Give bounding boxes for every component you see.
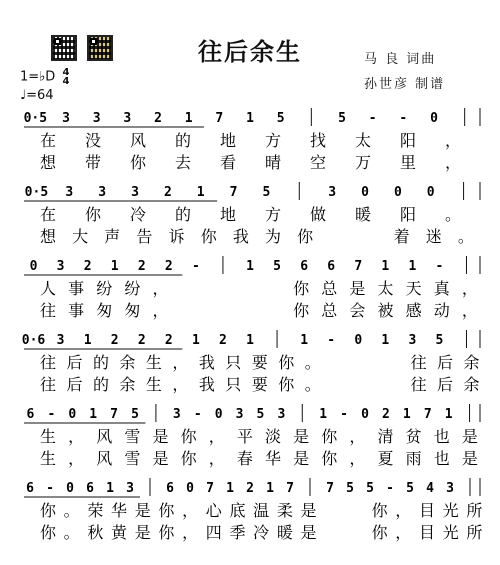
lyric-char: 所 <box>466 501 483 520</box>
lyric-char: 底 <box>229 501 246 520</box>
lyric-char: 你 <box>158 523 175 542</box>
time-top: 4 <box>62 67 70 78</box>
lyric-char: ， <box>68 449 85 468</box>
composer-credit: 马 良 词曲 <box>364 52 437 67</box>
note: - <box>327 333 336 348</box>
lyric-char: 。 <box>304 353 321 372</box>
lyric-char: 你 <box>278 353 295 372</box>
lyric-char: 华 <box>265 449 282 468</box>
lyric-char: 你 <box>297 227 314 246</box>
lyric-char: 秋 <box>87 523 104 542</box>
lyric-char: 是 <box>293 427 310 446</box>
lyric-char: 的 <box>175 131 192 150</box>
lyric-char: 迷 <box>425 227 442 246</box>
note: 2 <box>381 407 390 422</box>
lyric-char: ， <box>182 501 199 520</box>
lyric-char: ， <box>445 153 462 172</box>
note: 2 <box>83 259 92 274</box>
note: 2 <box>163 185 172 200</box>
lyric-char: 你 <box>180 427 197 446</box>
lyric-char: 天 <box>405 279 422 298</box>
lyric-char: 也 <box>433 427 450 446</box>
note: 2 <box>137 333 146 348</box>
note: 2 <box>164 259 173 274</box>
note: 1 <box>106 481 114 496</box>
note: 3 <box>56 259 65 274</box>
note: 3 <box>98 185 107 200</box>
lyric-char: 后 <box>66 375 83 394</box>
lyric-char: 。 <box>63 501 80 520</box>
lyric-char: 柔 <box>276 501 293 520</box>
note: 2 <box>164 333 173 348</box>
lyric-char: 的 <box>175 205 192 224</box>
note: 1 <box>184 111 193 126</box>
lyric-char: 晴 <box>265 153 282 172</box>
lyric-char: 生 <box>40 427 57 446</box>
note: 3 <box>56 333 65 348</box>
lyric-char: 光 <box>442 523 459 542</box>
lyric-char: 荣 <box>87 501 104 520</box>
note: 7 <box>286 481 294 496</box>
lyric-char: 生 <box>145 353 162 372</box>
lyric-char: 你 <box>180 449 197 468</box>
lyric-char: 你 <box>158 501 175 520</box>
note: 5 <box>338 111 346 126</box>
note: 6 <box>26 481 34 496</box>
lyric-char: 季 <box>229 523 246 542</box>
lyric-char: 着 <box>393 227 410 246</box>
lyric-char: 匆 <box>124 301 141 320</box>
lyric-char: 后 <box>66 353 83 372</box>
note: 7 <box>206 481 214 496</box>
lyric-char: ， <box>68 427 85 446</box>
note: 1 <box>89 407 98 422</box>
lyric-char: 要 <box>251 353 268 372</box>
lyric-char: 余 <box>119 353 136 372</box>
lyric-char: 空 <box>310 153 327 172</box>
note: 3 <box>328 185 337 200</box>
lyric-char: 没 <box>85 131 102 150</box>
lyric-char: 余 <box>119 375 136 394</box>
note: 1 <box>402 407 411 422</box>
note: 5 <box>276 111 285 126</box>
lyric-char: 你 <box>130 153 147 172</box>
note: 2 <box>137 259 146 274</box>
lyric-char: 我 <box>198 375 215 394</box>
lyric-char: 目 <box>418 501 435 520</box>
lyric-char: 你 <box>293 279 310 298</box>
note: 5 <box>435 333 444 348</box>
lyric-char: 总 <box>321 301 338 320</box>
lyric-char: 往 <box>410 375 427 394</box>
lyric-char: 心 <box>205 501 222 520</box>
lyric-char: 地 <box>220 131 237 150</box>
note: 5 <box>346 481 354 496</box>
lyric-char: 雪 <box>124 427 141 446</box>
note: - <box>46 481 54 496</box>
lyric-char: ， <box>172 375 189 394</box>
lyric-char: 四 <box>205 523 222 542</box>
lyric-char: ， <box>208 449 225 468</box>
lyric-char: 大 <box>72 227 89 246</box>
note: 1 <box>246 333 254 348</box>
lyric-char: 暖 <box>355 205 372 224</box>
note: 6 <box>327 259 336 274</box>
lyric-char: 被 <box>377 301 394 320</box>
lyric-char: 你 <box>40 501 57 520</box>
lyric-char: 你 <box>371 501 388 520</box>
lyric-char: 总 <box>321 279 338 298</box>
tempo-mark: ♩=64 <box>20 88 54 103</box>
lyric-char: ， <box>349 427 366 446</box>
note: 0 <box>68 407 77 422</box>
lyric-char: 风 <box>130 131 147 150</box>
lyric-char: 华 <box>111 501 128 520</box>
lyric-char: 万 <box>355 153 372 172</box>
note: 7 <box>215 111 224 126</box>
note: 0 <box>214 407 223 422</box>
note: 1 <box>226 481 234 496</box>
note: 1 <box>381 259 390 274</box>
lyric-char: ， <box>461 301 478 320</box>
lyric-char: 声 <box>104 227 121 246</box>
note: 1 <box>246 259 254 274</box>
note: 3 <box>62 111 70 126</box>
note: 2 <box>110 333 119 348</box>
lyric-char: 你 <box>293 301 310 320</box>
lyric-char: 太 <box>355 131 372 150</box>
note: 0 <box>66 481 74 496</box>
lyric-char: 只 <box>225 353 242 372</box>
note: - <box>435 259 444 274</box>
time-bottom: 4 <box>62 76 70 87</box>
lyric-char: 淡 <box>265 427 282 446</box>
arranger-credit: 孙世彦 制谱 <box>364 77 446 92</box>
note: 7 <box>423 407 432 422</box>
lyric-char: 后 <box>437 375 454 394</box>
lyric-char: 真 <box>433 279 450 298</box>
lyric-char: 为 <box>265 227 282 246</box>
note: 0 <box>361 185 369 200</box>
lyric-char: 目 <box>418 523 435 542</box>
lyric-char: 雨 <box>405 449 422 468</box>
note: 0 <box>29 259 38 274</box>
note: 3 <box>92 111 101 126</box>
note: 0 <box>430 111 438 126</box>
note: - <box>193 407 202 422</box>
lyric-char: 也 <box>433 449 450 468</box>
note: 5 <box>256 407 265 422</box>
lyric-char: 看 <box>220 153 237 172</box>
note: 7 <box>354 259 363 274</box>
note: 7 <box>326 481 334 496</box>
lyric-char: 冷 <box>253 523 270 542</box>
lyric-char: ， <box>152 301 169 320</box>
note: 1 <box>83 333 92 348</box>
note: 3 <box>446 481 454 496</box>
note: 0 <box>393 185 402 200</box>
lyric-char: 只 <box>225 375 242 394</box>
lyric-char: 去 <box>175 153 192 172</box>
note: 1 <box>266 481 274 496</box>
note: 3 <box>277 407 286 422</box>
lyric-char: 是 <box>152 449 169 468</box>
note: 0·5 <box>24 185 49 200</box>
lyric-char: 春 <box>236 449 253 468</box>
lyric-char: 。 <box>304 375 321 394</box>
lyric-char: 想 <box>40 153 57 172</box>
lyric-char: 在 <box>40 205 57 224</box>
lyric-char: ， <box>395 501 412 520</box>
note: 3 <box>126 481 134 496</box>
lyric-char: 人 <box>40 279 57 298</box>
note: 7 <box>110 407 119 422</box>
note: 3 <box>235 407 244 422</box>
lyric-char: 生 <box>145 375 162 394</box>
lyric-char: 里 <box>400 153 417 172</box>
lyric-char: 是 <box>152 427 169 446</box>
lyric-char: 我 <box>198 353 215 372</box>
note: 5 <box>406 481 414 496</box>
lyric-char: 余 <box>463 353 480 372</box>
lyric-char: 方 <box>265 131 282 150</box>
lyric-char: 是 <box>349 279 366 298</box>
lyric-char: 往 <box>410 353 427 372</box>
lyric-char: 阳 <box>400 205 417 224</box>
note: 6 <box>86 481 94 496</box>
lyric-char: 清 <box>377 427 394 446</box>
lyric-char: 找 <box>310 131 327 150</box>
lyric-char: 我 <box>232 227 249 246</box>
lyric-char: 雪 <box>124 449 141 468</box>
lyric-char: ， <box>152 279 169 298</box>
lyric-char: 夏 <box>377 449 394 468</box>
note: - <box>340 407 349 422</box>
lyric-char: 温 <box>253 501 270 520</box>
note: 0·6 <box>21 333 46 348</box>
note: 3 <box>172 407 181 422</box>
note: - <box>386 481 394 496</box>
note: 1 <box>319 407 328 422</box>
note: 2 <box>154 111 162 126</box>
note: 5 <box>366 481 374 496</box>
lyric-char: 方 <box>265 205 282 224</box>
note: 1 <box>408 259 417 274</box>
lyric-char: 往 <box>40 301 57 320</box>
note: 6 <box>26 407 35 422</box>
lyric-char: 余 <box>463 375 480 394</box>
lyric-char: ， <box>208 427 225 446</box>
lyric-char: 感 <box>405 301 422 320</box>
note: 5 <box>131 407 139 422</box>
lyric-char: 你 <box>85 205 102 224</box>
lyric-char: 风 <box>96 427 113 446</box>
lyric-char: 后 <box>437 353 454 372</box>
lyric-char: 黄 <box>111 523 128 542</box>
lyric-char: 往 <box>40 353 57 372</box>
lyric-char: 暖 <box>276 523 293 542</box>
note: 1 <box>300 333 309 348</box>
lyric-char: 动 <box>433 301 450 320</box>
note: 3 <box>131 185 139 200</box>
note: 5 <box>262 185 271 200</box>
note: 1 <box>110 259 119 274</box>
lyric-char: 事 <box>68 301 85 320</box>
lyric-char: 。 <box>457 227 474 246</box>
lyric-char: 你 <box>200 227 217 246</box>
note: 6 <box>300 259 309 274</box>
lyric-char: 平 <box>236 427 253 446</box>
note: 0 <box>186 481 194 496</box>
lyric-char: ， <box>349 449 366 468</box>
note: 0·5 <box>23 111 48 126</box>
note: 0 <box>426 185 435 200</box>
note: - <box>47 407 56 422</box>
lyric-char: 是 <box>300 523 317 542</box>
lyric-char: 冷 <box>130 205 147 224</box>
note: 7 <box>229 185 238 200</box>
lyric-char: 是 <box>461 449 478 468</box>
lyric-char: 贫 <box>405 427 422 446</box>
lyric-char: 太 <box>377 279 394 298</box>
note: 3 <box>123 111 132 126</box>
lyric-char: 纷 <box>124 279 141 298</box>
note: 2 <box>219 333 227 348</box>
lyric-char: 带 <box>85 153 102 172</box>
lyric-char: 想 <box>40 227 57 246</box>
note: - <box>399 111 408 126</box>
lyric-char: ， <box>395 523 412 542</box>
lyric-char: 的 <box>92 375 109 394</box>
lyric-char: 风 <box>96 449 113 468</box>
note: - <box>368 111 377 126</box>
lyric-char: 的 <box>92 353 109 372</box>
lyric-char: 是 <box>293 449 310 468</box>
lyric-char: 是 <box>461 427 478 446</box>
lyric-char: 匆 <box>96 301 113 320</box>
key-text: 1=♭D <box>20 69 56 85</box>
note: 1 <box>191 333 200 348</box>
lyric-char: 所 <box>466 523 483 542</box>
lyric-char: ， <box>461 279 478 298</box>
lyric-char: 是 <box>300 501 317 520</box>
lyric-char: 。 <box>63 523 80 542</box>
lyric-char: 在 <box>40 131 57 150</box>
lyric-char: 地 <box>220 205 237 224</box>
note: 6 <box>166 481 174 496</box>
lyric-char: 做 <box>310 205 327 224</box>
note: 1 <box>444 407 453 422</box>
lyric-char: 告 <box>136 227 153 246</box>
lyric-char: 阳 <box>400 131 417 150</box>
lyric-char: 你 <box>278 375 295 394</box>
lyric-char: 。 <box>445 205 462 224</box>
lyric-char: 诉 <box>168 227 185 246</box>
lyric-char: ， <box>182 523 199 542</box>
note: 0 <box>361 407 369 422</box>
lyric-char: 会 <box>349 301 366 320</box>
lyric-char: 是 <box>134 501 151 520</box>
lyric-char: 你 <box>321 449 338 468</box>
note: 0 <box>354 333 363 348</box>
song-title: 往后余生 <box>198 38 302 66</box>
lyric-char: 光 <box>442 501 459 520</box>
lyric-char: 往 <box>40 375 57 394</box>
note: 1 <box>196 185 205 200</box>
note: 4 <box>426 481 434 496</box>
lyric-char: 你 <box>40 523 57 542</box>
lyric-char: 纷 <box>96 279 113 298</box>
note: 1 <box>381 333 390 348</box>
lyric-char: 是 <box>134 523 151 542</box>
note: 3 <box>65 185 74 200</box>
note: 3 <box>408 333 417 348</box>
note: 5 <box>273 259 281 274</box>
lyric-char: ， <box>445 131 462 150</box>
lyric-char: 要 <box>251 375 268 394</box>
lyric-char: 你 <box>321 427 338 446</box>
lyric-char: 生 <box>40 449 57 468</box>
note: 2 <box>246 481 254 496</box>
lyric-char: 你 <box>371 523 388 542</box>
lyric-char: ， <box>172 353 189 372</box>
note: 1 <box>246 111 254 126</box>
lyric-char: 事 <box>68 279 85 298</box>
note: - <box>191 259 200 274</box>
